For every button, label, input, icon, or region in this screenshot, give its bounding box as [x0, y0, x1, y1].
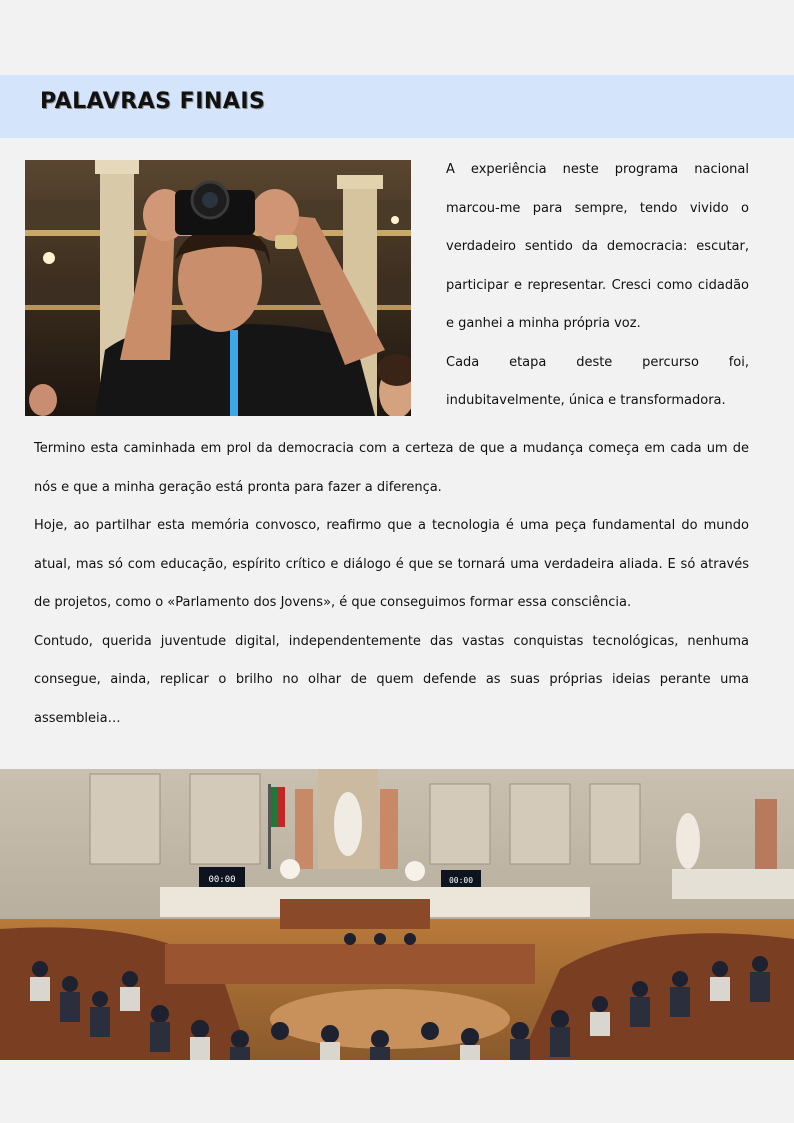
paragraph: Hoje, ao partilhar esta memória convosco, reafirmo que a tecnologia é uma peça fundamental do mundo atual, mas só com educação, espírito crítico e diálogo é que se tornará uma verdadeira aliada. E só através de projetos, como o «Parlamento dos Jovens», é que conseguimos formar essa consciência. [34, 518, 749, 610]
clock-left: 00:00 [208, 875, 236, 885]
paragraph: Contudo, querida juventude digital, independentemente das vastas conquistas tecnológicas, nenhuma consegue, ainda, replicar o brilho no olhar de quem defende as suas próprias ideias perante uma assembleia… [34, 633, 749, 726]
body-text [34, 430, 749, 738]
paragraph: Termino esta caminhada em prol da democracia com a certeza de que a mudança começa em cada um de nós e que a minha geração está pronta para fazer a diferença. [34, 441, 749, 495]
paragraph: Cada etapa deste percurso foi, indubitavelmente, única e transformadora. [446, 354, 749, 408]
section-title: PALAVRAS FINAIS [40, 89, 266, 114]
paragraph: A experiência neste programa nacional marcou-me para sempre, tendo vivido o verdadeiro sentido da democracia: escutar, participar e representar. Cresci como cidadão e ganhei a minha própria voz. [446, 162, 749, 331]
section-banner [0, 75, 794, 138]
clock-right: 00:00 [448, 876, 474, 885]
intro-text [446, 151, 749, 421]
photographer-photo [25, 160, 411, 416]
assembly-photo [0, 769, 794, 1060]
